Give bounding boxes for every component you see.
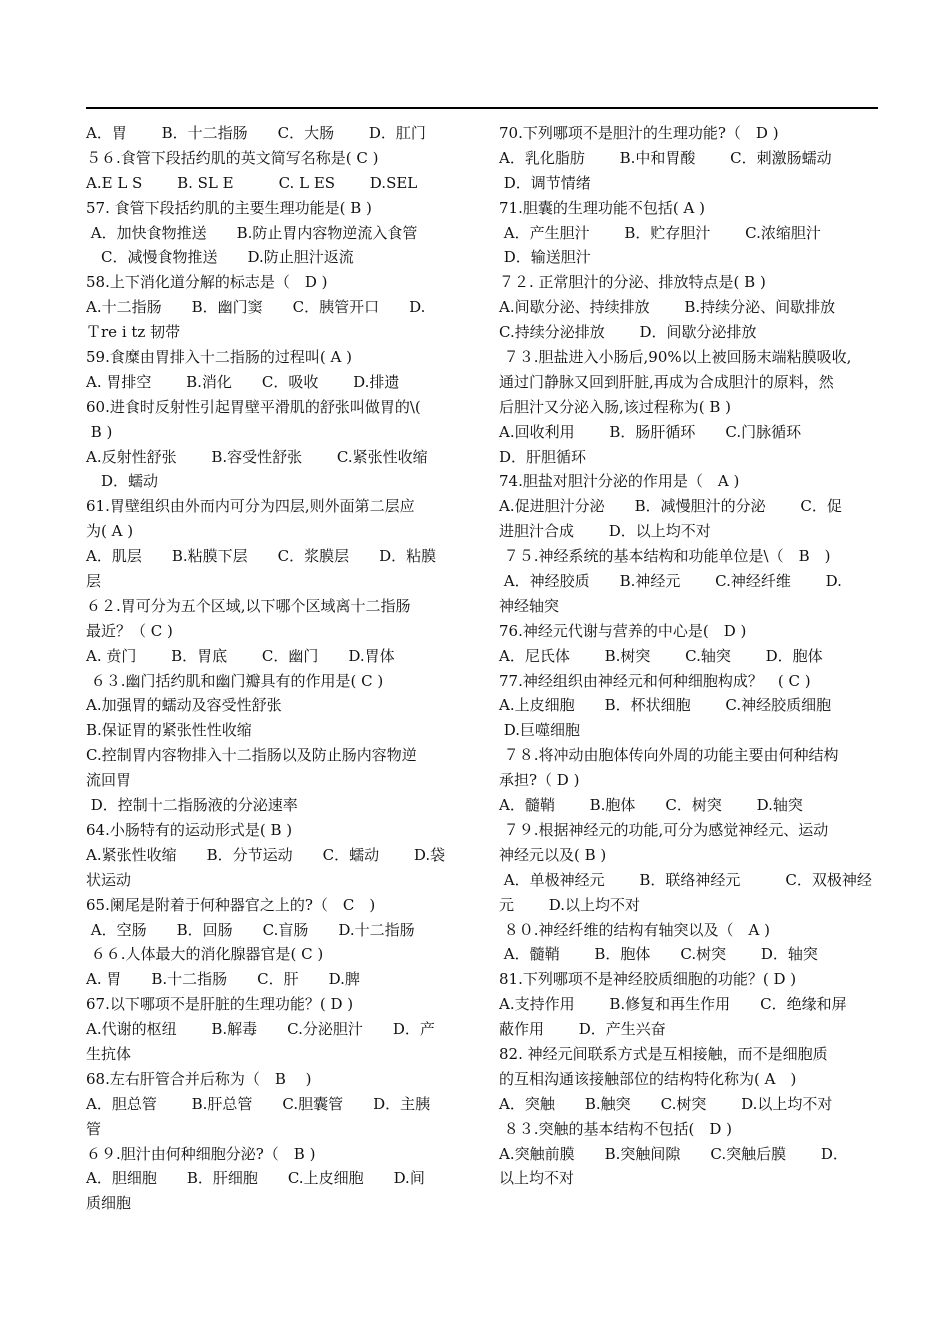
text-line: A．髓鞘 B．胞体 C.树突 D．轴突 [499, 945, 818, 964]
text-line: D．蠕动 [86, 472, 159, 491]
text-line: 60.进食时反射性引起胃壁平滑肌的舒张叫做胃的\( [86, 397, 421, 416]
text-line: 58.上下消化道分解的标志是（ D ) [86, 273, 328, 292]
text-line: A．乳化脂肪 B.中和胃酸 C．刺激肠蠕动 [499, 148, 832, 167]
text-line: ７９.根据神经元的功能,可分为感觉神经元、运动 [499, 820, 829, 839]
text-line: A.突触前膜 B.突触间隙 C.突触后膜 D． [499, 1144, 848, 1163]
text-line: 64.小肠特有的运动形式是( B ) [86, 820, 293, 839]
text-line: C.持续分泌排放 D．间歇分泌排放 [499, 323, 757, 342]
text-line: A．神经胶质 B.神经元 C.神经纤维 D. [499, 572, 842, 591]
text-line: A．肌层 B.粘膜下层 C．浆膜层 D．粘膜 [86, 547, 437, 566]
text-line: 以上均不对 [499, 1169, 575, 1188]
text-line: D．调节情绪 [499, 173, 591, 192]
text-line: 71.胆囊的生理功能不包括( A ) [499, 198, 705, 217]
text-line: 82. 神经元间联系方式是互相接触，而不是细胞质 [499, 1044, 828, 1063]
text-line: ７２. 正常胆汁的分泌、排放特点是( B ) [499, 273, 766, 292]
text-line: 承担?（ D ) [499, 771, 580, 790]
text-line: 的互相沟通该接触部位的结构特化称为( A ) [499, 1069, 797, 1088]
text-line: ８３.突触的基本结构不包括( D ) [499, 1119, 733, 1138]
text-line: A.上皮细胞 B．杯状细胞 C.神经胶质细胞 [499, 696, 832, 715]
text-line: ５６.食管下段括约肌的英文简写名称是( C ) [86, 148, 379, 167]
text-line: A.加强胃的蠕动及容受性舒张 [86, 696, 282, 715]
text-line: 61.胃壁组织由外而内可分为四层,则外面第二层应 [86, 497, 415, 516]
text-line: A．胆总管 B.肝总管 C.胆囊管 D．主胰 [86, 1094, 431, 1113]
text-line: 为( A ) [86, 522, 134, 541]
text-line: B ) [86, 422, 113, 441]
text-line: A.紧张性收缩 B．分节运动 C．蠕动 D.袋 [86, 845, 446, 864]
text-line: A．髓鞘 B.胞体 C．树突 D.轴突 [499, 796, 803, 815]
text-line: ８０.神经纤维的结构有轴突以及（ A ) [499, 920, 770, 939]
text-line: 神经轴突 [499, 596, 560, 615]
text-line: 68.左右肝管合并后称为（ B ) [86, 1069, 312, 1088]
text-line: 状运动 [86, 870, 132, 889]
text-line: ６３.幽门括约肌和幽门瓣具有的作用是( C ) [86, 671, 384, 690]
text-line: ６９.胆汁由何种细胞分泌?（ B ) [86, 1144, 316, 1163]
text-line: 生抗体 [86, 1044, 132, 1063]
text-line: 74.胆盐对胆汁分泌的作用是（ A ) [499, 472, 740, 491]
text-line: 81.下列哪项不是神经胶质细胞的功能？( D ) [499, 970, 797, 989]
text-line: D．控制十二指肠液的分泌速率 [86, 796, 298, 815]
text-line: 76.神经元代谢与营养的中心是( D ) [499, 621, 747, 640]
text-line: A．单极神经元 B．联络神经元 C．双极神经 [499, 870, 872, 889]
text-line: C．减慢食物推送 D.防止胆汁返流 [86, 248, 354, 267]
text-line: ７５.神经系统的基本结构和功能单位是\（ B ) [499, 547, 831, 566]
text-line: A．尼氏体 B.树突 C.轴突 D．胞体 [499, 646, 823, 665]
text-line: 流回胃 [86, 771, 132, 790]
text-line: 层 [86, 572, 102, 591]
text-line: 67.以下哪项不是肝脏的生理功能？( D ) [86, 995, 354, 1014]
text-line: A. 贲门 B．胃底 C．幽门 D.胃体 [86, 646, 395, 665]
text-line: A.间歇分泌、持续排放 B.持续分泌、间歇排放 [499, 298, 836, 317]
text-line: A.E L S B. SL E C. L ES D.SEL [86, 173, 418, 192]
text-line: ７８.将冲动由胞体传向外周的功能主要由何种结构 [499, 746, 839, 765]
text-line: 57. 食管下段括约肌的主要生理功能是( B ) [86, 198, 372, 217]
text-line: 后胆汁又分泌入肠,该过程称为( B ) [499, 397, 732, 416]
text-line: 通过门静脉又回到肝脏,再成为合成胆汁的原料，然 [499, 372, 834, 391]
text-line: A.十二指肠 B．幽门窦 C．胰管开口 D. [86, 298, 426, 317]
text-line: 质细胞 [86, 1194, 132, 1213]
text-line: A．空肠 B．回肠 C.盲肠 D.十二指肠 [86, 920, 415, 939]
text-line: A.促进胆汁分泌 B．减慢胆汁的分泌 C．促 [499, 497, 842, 516]
text-line: 最近？（ C ) [86, 621, 173, 640]
text-line: 进胆汁合成 D．以上均不对 [499, 522, 711, 541]
text-line: 65.阑尾是附着于何种器官之上的?（ C ) [86, 895, 376, 914]
text-line: A.反射性舒张 B.容受性舒张 C.紧张性收缩 [86, 447, 428, 466]
text-line: 管 [86, 1119, 102, 1138]
text-line: 元 D.以上均不对 [499, 895, 641, 914]
text-line: A.代谢的枢纽 B.解毒 C.分泌胆汁 D．产 [86, 1020, 435, 1039]
text-line: A．胃 B．十二指肠 C．大肠 D．肛门 [86, 124, 426, 142]
text-line: A.支持作用 B.修复和再生作用 C．绝缘和屏 [499, 995, 847, 1014]
text-line: A. 胃排空 B.消化 C．吸收 D.排遗 [86, 372, 400, 391]
header-rule [86, 107, 878, 109]
text-line: ６２.胃可分为五个区域,以下哪个区域离十二指肠 [86, 596, 411, 615]
text-line: A．突触 B.触突 C.树突 D.以上均不对 [499, 1094, 833, 1113]
left-column [86, 121, 478, 1216]
text-line: 70.下列哪项不是胆汁的生理功能?（ D ) [499, 124, 779, 142]
text-line: 神经元以及( B ) [499, 845, 607, 864]
text-line: B.保证胃的紧张性性收缩 [86, 721, 252, 740]
text-line: 59.食糜由胃排入十二指肠的过程叫( A ) [86, 348, 352, 367]
text-line: ６６.人体最大的消化腺器官是( C ) [86, 945, 324, 964]
text-line: C.控制胃内容物排入十二指肠以及防止肠内容物逆 [86, 746, 417, 765]
text-line: Ｔre i tz 韧带 [86, 323, 181, 342]
text-line: A．胆细胞 B．肝细胞 C.上皮细胞 D.间 [86, 1169, 425, 1188]
right-column [499, 121, 884, 1191]
text-line: D．肝胆循环 [499, 447, 587, 466]
text-line: 77.神经组织由神经元和何种细胞构成？ ( C ) [499, 671, 811, 690]
text-line: A．产生胆汁 B．贮存胆汁 C.浓缩胆汁 [499, 223, 821, 242]
text-line: 蔽作用 D．产生兴奋 [499, 1020, 666, 1039]
text-line: ７３.胆盐进入小肠后,90%以上被回肠末端粘膜吸收, [499, 348, 852, 367]
text-line: A．加快食物推送 B.防止胃内容物逆流入食管 [86, 223, 418, 242]
text-line: D.巨噬细胞 [499, 721, 581, 740]
text-line: A. 胃 B.十二指肠 C．肝 D.脾 [86, 970, 360, 989]
text-line: D．输送胆汁 [499, 248, 591, 267]
text-line: A.回收利用 B．肠肝循环 C.门脉循环 [499, 422, 802, 441]
